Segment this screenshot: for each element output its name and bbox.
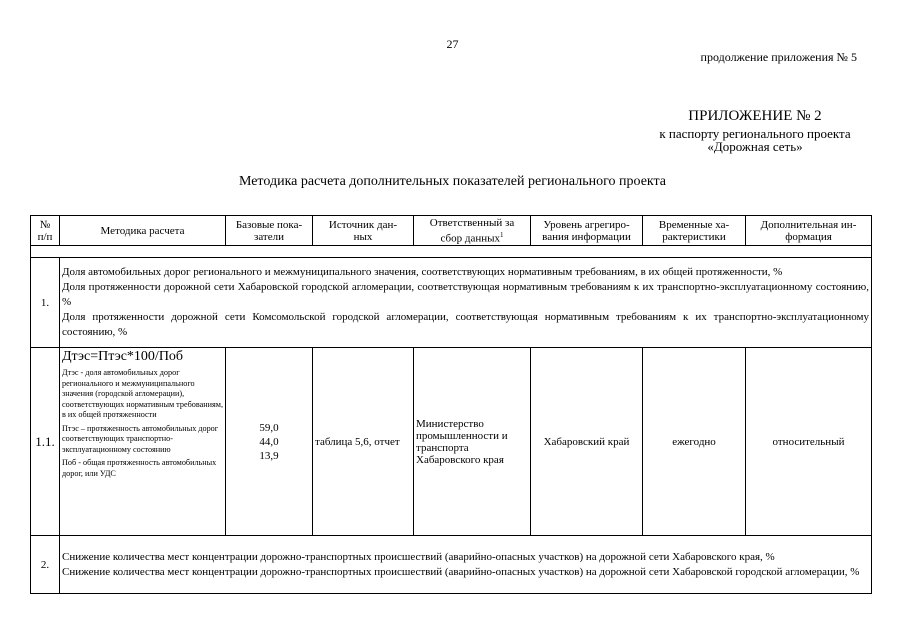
blank-cell: [31, 246, 872, 258]
header-responsible-line1: Ответственный за: [429, 216, 515, 229]
header-extra-line1: Дополнительная ин-: [760, 218, 857, 231]
table-row: [31, 258, 872, 348]
header-responsible: [414, 216, 531, 246]
methodology-table: [30, 215, 872, 594]
header-time: [643, 216, 746, 246]
header-extra-line2: формация: [785, 230, 832, 243]
header-base: [226, 216, 313, 246]
table-row: [31, 536, 872, 594]
appendix-title: ПРИЛОЖЕНИЕ № 2: [688, 108, 822, 124]
header-time-line1: Временные ха-: [658, 218, 730, 231]
header-level: [531, 216, 643, 246]
row-number: 2.: [31, 536, 60, 594]
continuation-note: продолжение приложения № 5: [700, 50, 857, 64]
calculation-method: [60, 348, 226, 536]
header-level-line1: Уровень агрегиро-: [543, 218, 630, 231]
row-number: 1.1.: [31, 348, 60, 536]
header-extra: [746, 216, 872, 246]
indicator-name-2: Снижение количества мест концентрации дорожно-транспортных происшествий (аварийно-опасных участков) на дорожной сети Хабаровской городской агломерации, %: [62, 565, 860, 578]
indicator-name-1: Доля автомобильных дорог регионального и межмуниципального значения, соответствующих нормативным требованиям, в их общей протяженности, %: [62, 266, 783, 278]
header-source: [313, 216, 414, 246]
responsible-party: Министерство промышленности и транспорта Хабаровского края: [414, 348, 531, 536]
footnote-marker: 1: [500, 230, 504, 239]
indicator-name-1: Снижение количества мест концентрации дорожно-транспортных происшествий (аварийно-опасных участков) на дорожной сети Хабаровского края, %: [62, 550, 775, 563]
indicator-name-3: Доля протяженности дорожной сети Комсомольской городской агломерации, соответствующая нормативным требованиям к их транспортно-эксплуатационному состоянию, %: [62, 311, 869, 338]
base-value: 59,0: [259, 421, 279, 434]
header-num: [31, 216, 60, 246]
aggregation-level: Хабаровский край: [531, 348, 643, 536]
formula-desc-1: Дтэс - доля автомобильных дорог регионального и межмуниципального значения (городской агломерации), соответствующих нормативным требованиям, в их общей протяженности: [62, 368, 223, 419]
header-base-line2: затели: [253, 230, 284, 243]
base-values: [226, 348, 313, 536]
header-base-line1: Базовые пока-: [235, 218, 303, 231]
indicator-names: [60, 258, 872, 348]
base-value: 44,0: [259, 435, 279, 448]
indicator-name-2: Доля протяженности дорожной сети Хабаровской городской агломерации, соответствующая нормативным требованиям к их транспортно-эксплуатационному состоянию, %: [62, 281, 869, 308]
time-characteristics: ежегодно: [643, 348, 746, 536]
appendix-subtitle: [615, 127, 895, 153]
table-blank-row: [31, 246, 872, 258]
header-responsible-line2: сбор данных: [440, 232, 500, 245]
extra-info: относительный: [746, 348, 872, 536]
base-value: 13,9: [259, 449, 279, 462]
formula-desc-3: Поб - общая протяженность автомобильных дорог, или УДС: [62, 458, 217, 478]
data-source: таблица 5,6, отчет: [313, 348, 414, 536]
header-responsible-line2-wrap: [416, 229, 528, 245]
header-num-line2: п/п: [37, 230, 53, 243]
row-number: 1.: [31, 258, 60, 348]
header-source-line1: Источник дан-: [328, 218, 398, 231]
page-number: 27: [446, 37, 459, 51]
appendix-subtitle-line2: «Дорожная сеть»: [707, 139, 803, 154]
appendix-subtitle-line1: к паспорту регионального проекта: [659, 126, 851, 141]
formula: Дтэс=Птэс*100/Поб: [62, 349, 184, 364]
header-method: Методика расчета: [60, 216, 226, 246]
header-num-line1: №: [39, 218, 51, 231]
formula-desc-2: Птэс – протяженность автомобильных дорог соответствующих транспортно-эксплуатационному состоянию: [62, 423, 219, 454]
header-level-line2: вания информации: [542, 230, 631, 243]
header-source-line2: ных: [353, 230, 373, 243]
header-time-line2: рактеристики: [662, 230, 726, 243]
indicator-names: [60, 536, 872, 594]
table-header-row: [31, 216, 872, 246]
document-title: Методика расчета дополнительных показателей регионального проекта: [238, 174, 667, 189]
table-row: [31, 348, 872, 536]
